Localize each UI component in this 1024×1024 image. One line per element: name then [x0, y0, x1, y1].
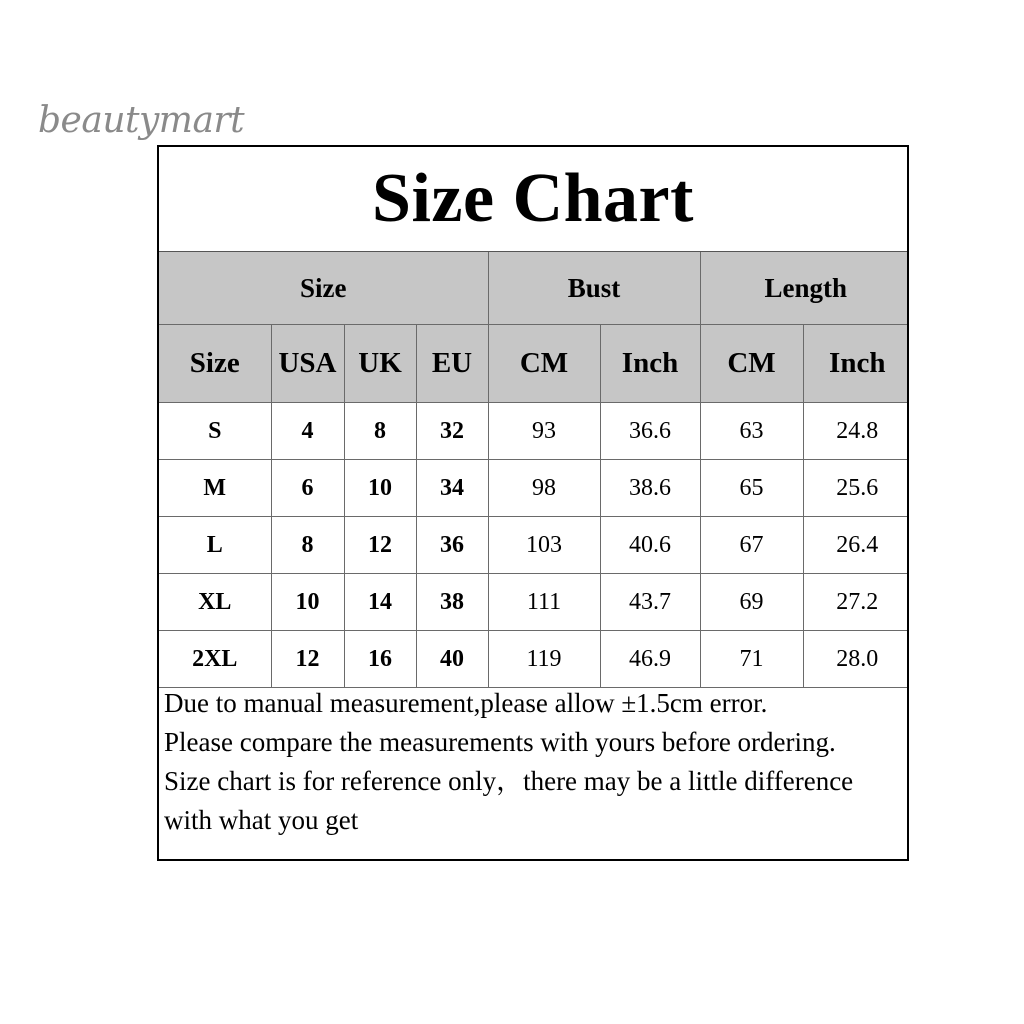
table-cell: XL — [159, 574, 271, 631]
column-header: UK — [344, 325, 416, 403]
table-cell: 36.6 — [600, 403, 700, 460]
size-chart — [157, 145, 909, 861]
table-cell: L — [159, 517, 271, 574]
notes-section — [159, 684, 907, 840]
table-cell: 10 — [344, 460, 416, 517]
table-cell: 63 — [700, 403, 803, 460]
table-cell: 16 — [344, 631, 416, 688]
group-header-row — [159, 252, 909, 325]
table-cell: 119 — [488, 631, 600, 688]
table-cell: 67 — [700, 517, 803, 574]
table-cell: 46.9 — [600, 631, 700, 688]
table-cell: 10 — [271, 574, 344, 631]
table-row — [159, 403, 909, 460]
column-header: EU — [416, 325, 488, 403]
table-cell: 111 — [488, 574, 600, 631]
table-cell: 43.7 — [600, 574, 700, 631]
table-cell: 12 — [271, 631, 344, 688]
table-cell: 40 — [416, 631, 488, 688]
table-cell: 65 — [700, 460, 803, 517]
table-cell: 28.0 — [803, 631, 909, 688]
table-row — [159, 574, 909, 631]
table-cell: 4 — [271, 403, 344, 460]
table-cell: 38.6 — [600, 460, 700, 517]
table-cell: 27.2 — [803, 574, 909, 631]
brand-watermark: beautymart — [38, 100, 245, 141]
column-header: Inch — [803, 325, 909, 403]
column-header: CM — [700, 325, 803, 403]
table-cell: 38 — [416, 574, 488, 631]
table-cell: 71 — [700, 631, 803, 688]
table-cell: 26.4 — [803, 517, 909, 574]
table-cell: 103 — [488, 517, 600, 574]
chart-title: Size Chart — [372, 160, 694, 237]
column-header-row — [159, 325, 909, 403]
table-cell: 32 — [416, 403, 488, 460]
table-cell: 34 — [416, 460, 488, 517]
table-cell: 8 — [271, 517, 344, 574]
group-header-length: Length — [700, 252, 909, 325]
table-cell: 24.8 — [803, 403, 909, 460]
table-cell: 36 — [416, 517, 488, 574]
column-header: CM — [488, 325, 600, 403]
column-header: Inch — [600, 325, 700, 403]
title-row — [159, 147, 907, 252]
group-header-size: Size — [159, 252, 488, 325]
note-text: Size chart is for reference only，there may be a little difference with what you get — [164, 766, 854, 835]
column-header: Size — [159, 325, 271, 403]
note-text: Please compare the measurements with yours before ordering. — [164, 727, 836, 757]
table-cell: 2XL — [159, 631, 271, 688]
table-cell: 98 — [488, 460, 600, 517]
table-row — [159, 460, 909, 517]
table-cell: 8 — [344, 403, 416, 460]
table-cell: 93 — [488, 403, 600, 460]
table-cell: 40.6 — [600, 517, 700, 574]
table-cell: 6 — [271, 460, 344, 517]
table-cell: 12 — [344, 517, 416, 574]
table-cell: 25.6 — [803, 460, 909, 517]
table-cell: 14 — [344, 574, 416, 631]
size-table — [159, 252, 909, 688]
table-row — [159, 517, 909, 574]
table-cell: M — [159, 460, 271, 517]
table-row — [159, 631, 909, 688]
group-header-bust: Bust — [488, 252, 700, 325]
table-cell: 69 — [700, 574, 803, 631]
column-header: USA — [271, 325, 344, 403]
table-cell: S — [159, 403, 271, 460]
note-text: Due to manual measurement,please allow ±1.5cm error. — [164, 688, 768, 718]
